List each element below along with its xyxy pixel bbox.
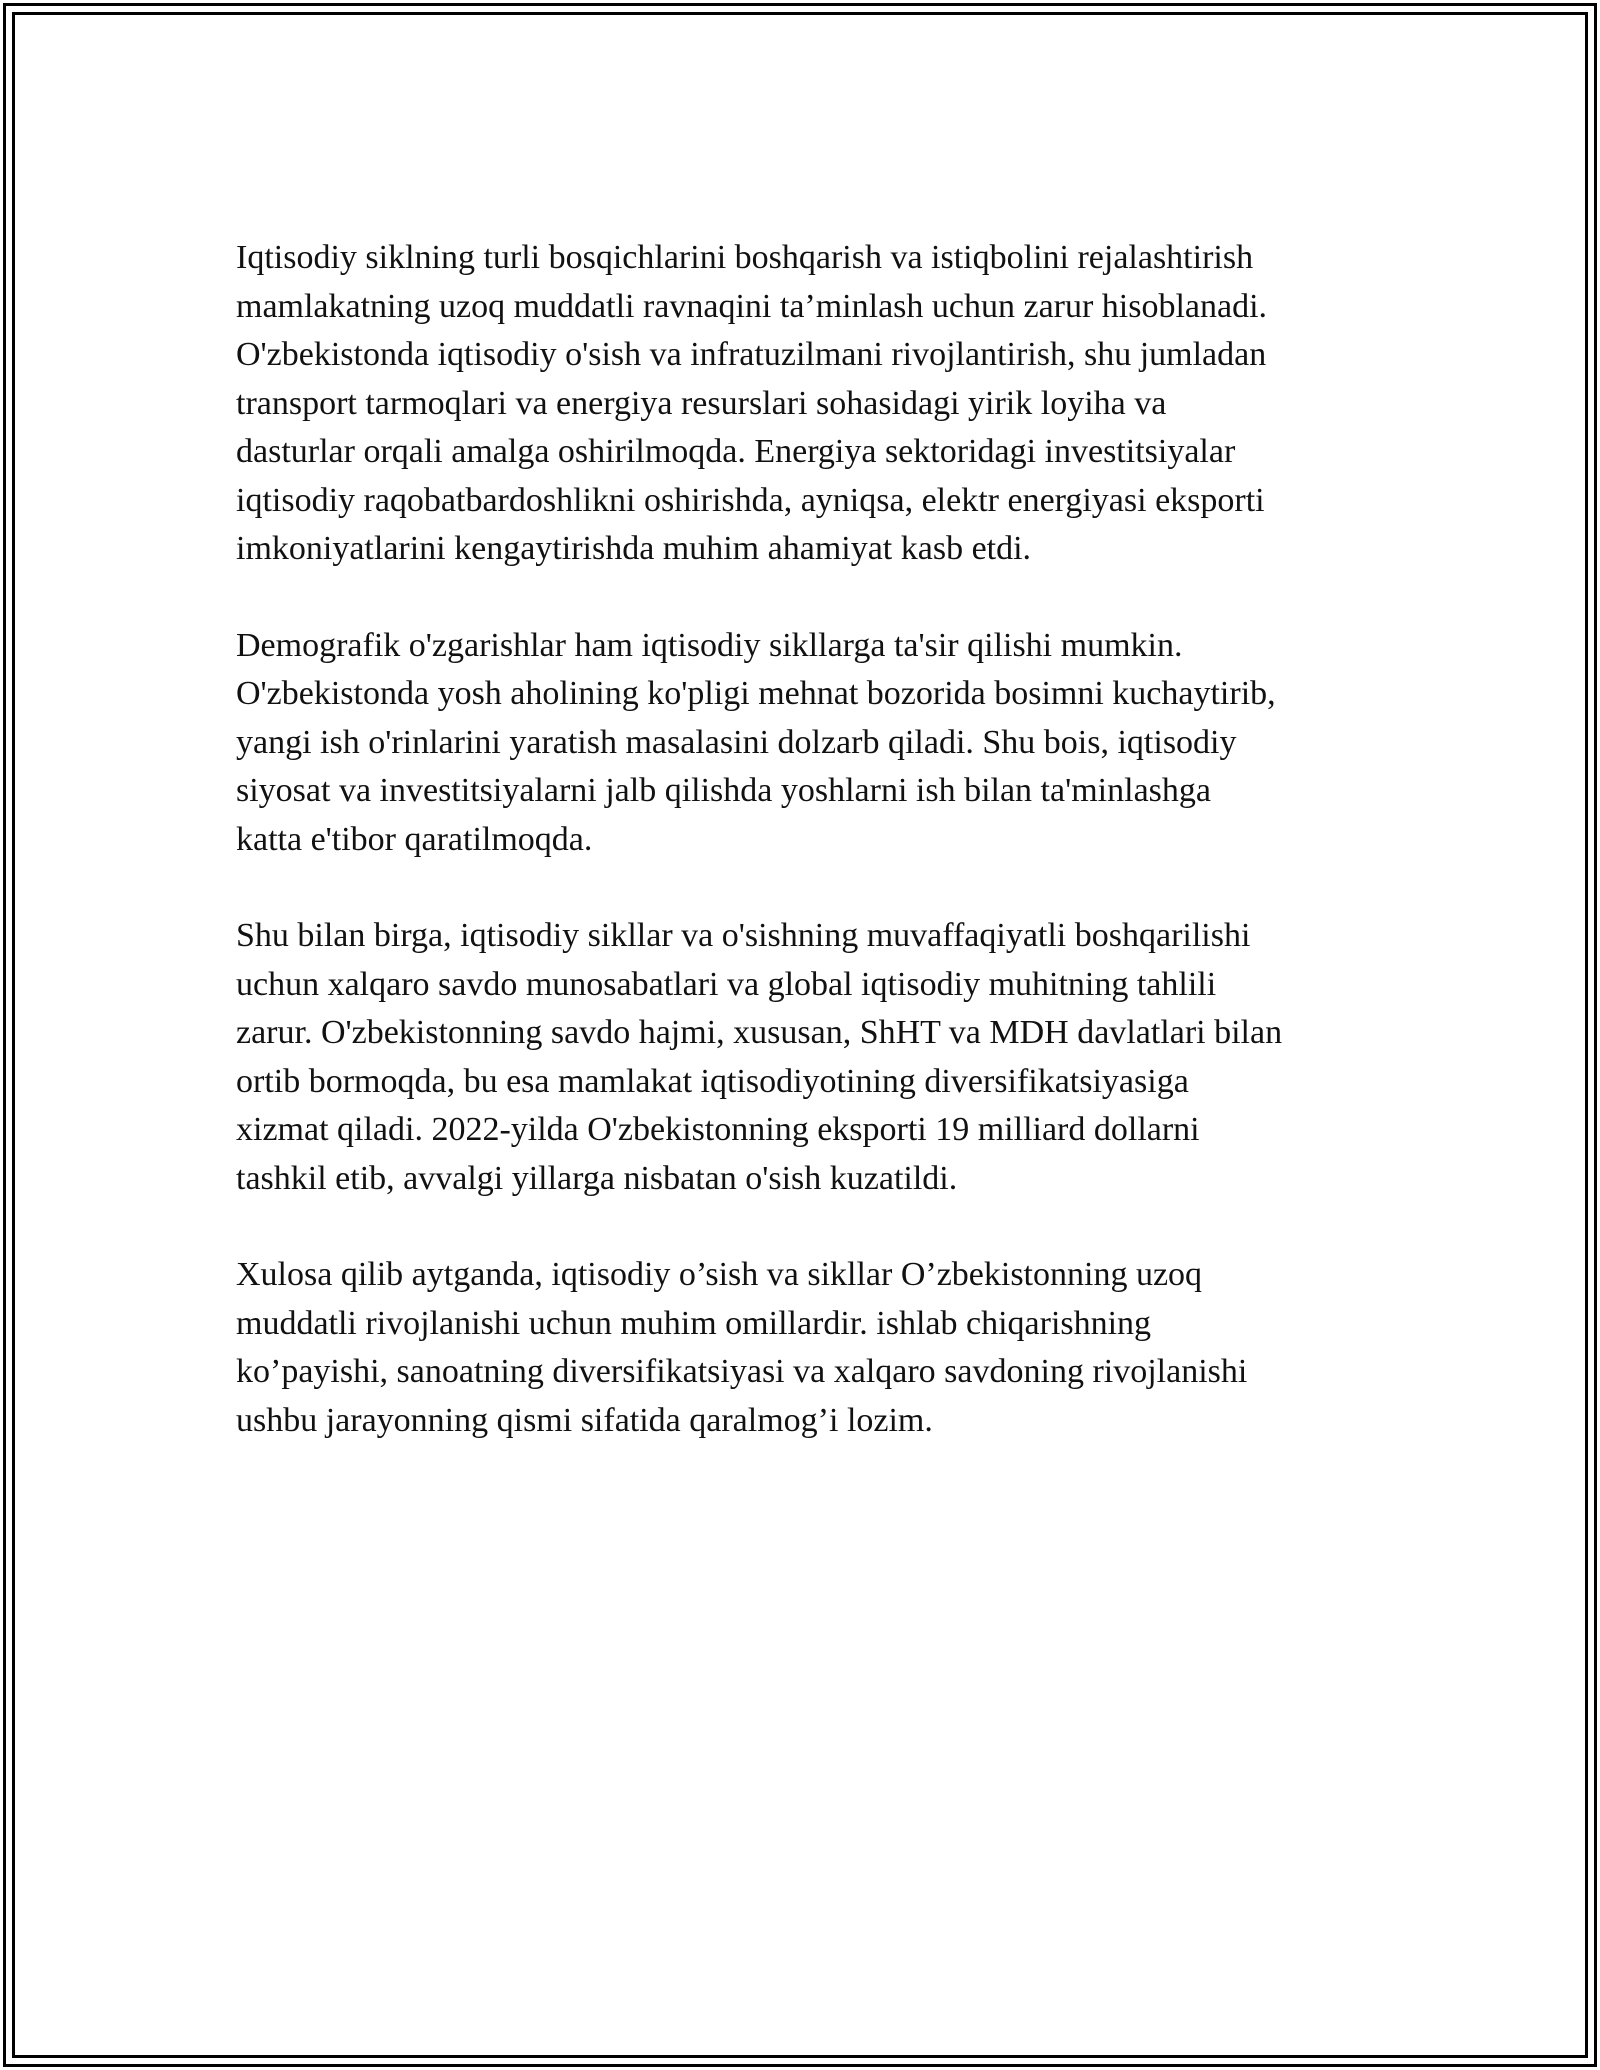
text-line: transport tarmoqlari va energiya resurslari sohasidagi yirik loyiha va <box>236 384 1167 422</box>
text-line: xizmat qiladi. 2022-yilda O'zbekistonning eksporti 19 milliard dollarni <box>236 1111 1200 1148</box>
text-line: siyosat va investitsiyalarni jalb qilishda yoshlarni ish bilan ta'minlashga <box>236 772 1211 809</box>
text-line: katta e'tibor qaratilmoqda. <box>236 820 593 858</box>
paragraph-1 <box>236 234 1376 574</box>
text-line: ko’payishi, sanoatning diversifikatsiyasi va xalqaro savdoning rivojlanishi <box>236 1353 1248 1390</box>
text-line: Shu bilan birga, iqtisodiy sikllar va o'sishning muvaffaqiyatli boshqarilishi <box>236 917 1251 954</box>
text-line: mamlakatning uzoq muddatli ravnaqini ta’minlash uchun zarur hisoblanadi. <box>236 287 1268 325</box>
text-line: O'zbekistonda yosh aholining ko'pligi mehnat bozorida bosimni kuchaytirib, <box>236 675 1276 712</box>
text-line: zarur. O'zbekistonning savdo hajmi, xususan, ShHT va MDH davlatlari bilan <box>236 1014 1283 1051</box>
text-line: dasturlar orqali amalga oshirilmoqda. Energiya sektoridagi investitsiyalar <box>236 433 1236 470</box>
paragraph-3 <box>236 912 1376 1203</box>
paragraph-2 <box>236 622 1376 865</box>
paragraph-4 <box>236 1251 1376 1445</box>
text-line: yangi ish o'rinlarini yaratish masalasini dolzarb qiladi. Shu bois, iqtisodiy <box>236 723 1237 761</box>
text-line: uchun xalqaro savdo munosabatlari va global iqtisodiy muhitning tahlili <box>236 965 1217 1003</box>
text-line: imkoniyatlarini kengaytirishda muhim ahamiyat kasb etdi. <box>236 530 1032 567</box>
text-line: Xulosa qilib aytganda, iqtisodiy o’sish va sikllar O’zbekistonning uzoq <box>236 1256 1203 1293</box>
text-line: ushbu jarayonning qismi sifatida qaralmog’i lozim. <box>236 1401 933 1439</box>
text-line: Iqtisodiy siklning turli bosqichlarini boshqarish va istiqbolini rejalashtirish <box>236 239 1254 276</box>
text-line: muddatli rivojlanishi uchun muhim omillardir. ishlab chiqarishning <box>236 1304 1152 1342</box>
document-body <box>236 234 1376 1493</box>
text-line: tashkil etib, avvalgi yillarga nisbatan o'sish kuzatildi. <box>236 1159 958 1197</box>
text-line: ortib bormoqda, bu esa mamlakat iqtisodiyotining diversifikatsiyasiga <box>236 1062 1189 1100</box>
text-line: O'zbekistonda iqtisodiy o'sish va infratuzilmani rivojlantirish, shu jumladan <box>236 336 1267 373</box>
text-line: Demografik o'zgarishlar ham iqtisodiy sikllarga ta'sir qilishi mumkin. <box>236 626 1183 664</box>
text-line: iqtisodiy raqobatbardoshlikni oshirishda, ayniqsa, elektr energiyasi eksporti <box>236 481 1265 519</box>
